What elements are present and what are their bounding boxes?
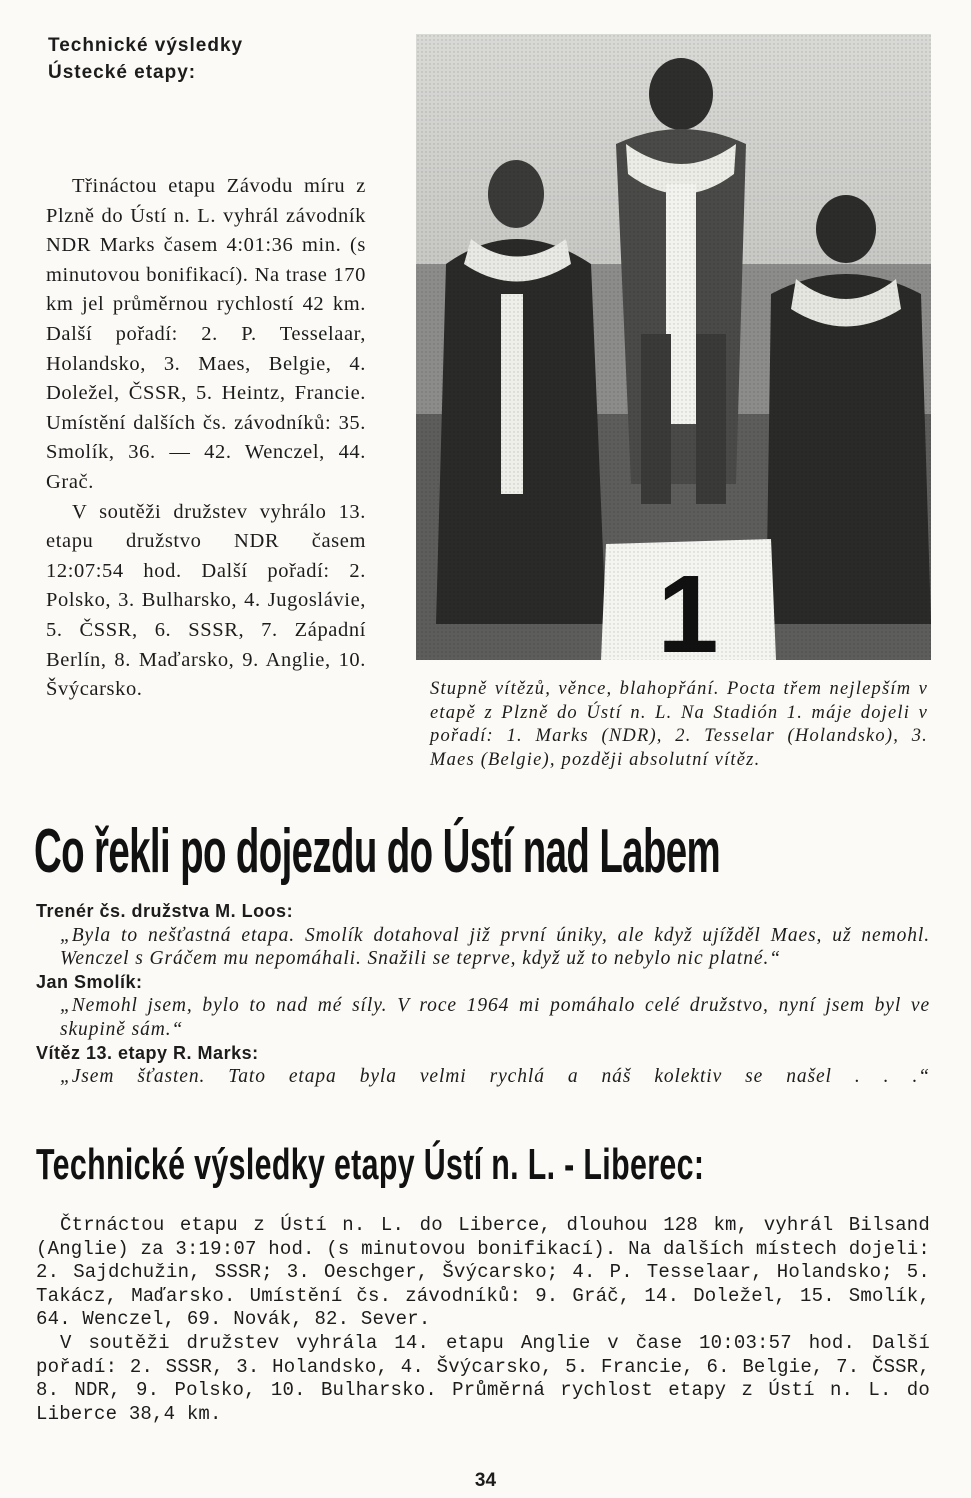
- headline-interviews: Co řekli po dojezdu do Ústí nad Labem: [34, 817, 721, 886]
- quote-text: „Jsem šťasten. Tato etapa byla velmi rychlá a náš kolektiv se našel . . .“: [60, 1066, 930, 1088]
- stage-13-results-article: [46, 172, 366, 705]
- section-heading-line-2: Ústecké etapy:: [48, 62, 197, 83]
- section-heading-ustecka-etapa: [48, 32, 348, 86]
- section-heading-line-1: Technické výsledky: [48, 35, 244, 56]
- quote-text: „Nemohl jsem, bylo to nad mé síly. V roce 1964 mi pomáhalo celé družstvo, nyní jsem byl ve skupině sám.“: [60, 995, 930, 1040]
- headline-stage-14-results: Technické výsledky etapy Ústí n. L. - Liberec:: [36, 1140, 705, 1189]
- podium-photo: [416, 34, 931, 660]
- stage-14-paragraph-1: Čtrnáctou etapu z Ústí n. L. do Liberce, dlouhou 128 km, vyhrál Bilsand (Anglie) za 3:19:07 hod. (s minutovou bonifikací). Na dalších místech dojeli: 2. Sajdchužin, SSSR; 3. Oeschger, Švýcarsko; 4. P. Tesselaar, Holandsko; 5. Takácz, Maďarsko. Umístění čs. závodníků: 9. Gráč, 14. Doležel, 15. Smolík, 64. Wenczel, 69. Novák, 82. Sever.: [36, 1214, 930, 1331]
- stage-13-paragraph-1: Třináctou etapu Závodu míru z Plzně do Ústí n. L. vyhrál závodník NDR Marks časem 4:01:36 min. (s minutovou bonifikací). Na trase 170 km jel průměrnou rychlostí 42 km. Další pořadí: 2. P. Tesselaar, Holandsko, 3. Maes, Belgie, 4. Doležel, ČSSR, 5. Heintz, Francie. Umístění dalších čs. závodníků: 35. Smolík, 36. — 42. Wenczel, 44. Grač.: [46, 175, 366, 493]
- stage-14-paragraph-2: V soutěži družstev vyhrála 14. etapu Anglie v čase 10:03:57 hod. Další pořadí: 2. SSSR, 3. Holandsko, 4. Švýcarsko, 5. Francie, 6. Belgie, 7. ČSSR, 8. NDR, 9. Polsko, 10. Bulharsko. Průměrná rychlost etapy z Ústí n. L. do Liberce 38,4 km.: [36, 1331, 930, 1425]
- quote-speaker: Trenér čs. družstva M. Loos:: [36, 901, 294, 921]
- quote-text: „Byla to nešťastná etapa. Smolík dotahoval již první úniky, ale když ujížděl Maes, už nemohl. Wenczel s Gráčem mu nepomáhali. Snažili se teprve, když už to nebylo nic platné.“: [60, 924, 930, 970]
- stage-13-paragraph-2: V soutěži družstev vyhrálo 13. etapu družstvo NDR časem 12:07:54 hod. Další pořadí: 2. Polsko, 3. Bulharsko, 4. Jugoslávie, 5. ČSSR, 6. SSSR, 7. Západní Berlín, 8. Maďarsko, 9. Anglie, 10. Švýcarsko.: [46, 500, 366, 701]
- photo-caption: Stupně vítězů, věnce, blahopřání. Pocta třem nejlepším v etapě z Plzně do Ústí n. L. Na Stadión 1. máje dojeli v pořadí: 1. Marks (NDR), 2. Tesselar (Holandsko), 3. Maes (Belgie), později absolutní vítěz.: [430, 679, 928, 770]
- page-number: 34: [474, 1470, 497, 1491]
- podium-photo-illustration: [416, 34, 931, 660]
- quote-speaker: Jan Smolík:: [36, 971, 143, 992]
- interview-quotes: [36, 900, 930, 1089]
- stage-14-results-article: [36, 1214, 930, 1426]
- quote-speaker: Vítěz 13. etapy R. Marks:: [36, 1042, 259, 1063]
